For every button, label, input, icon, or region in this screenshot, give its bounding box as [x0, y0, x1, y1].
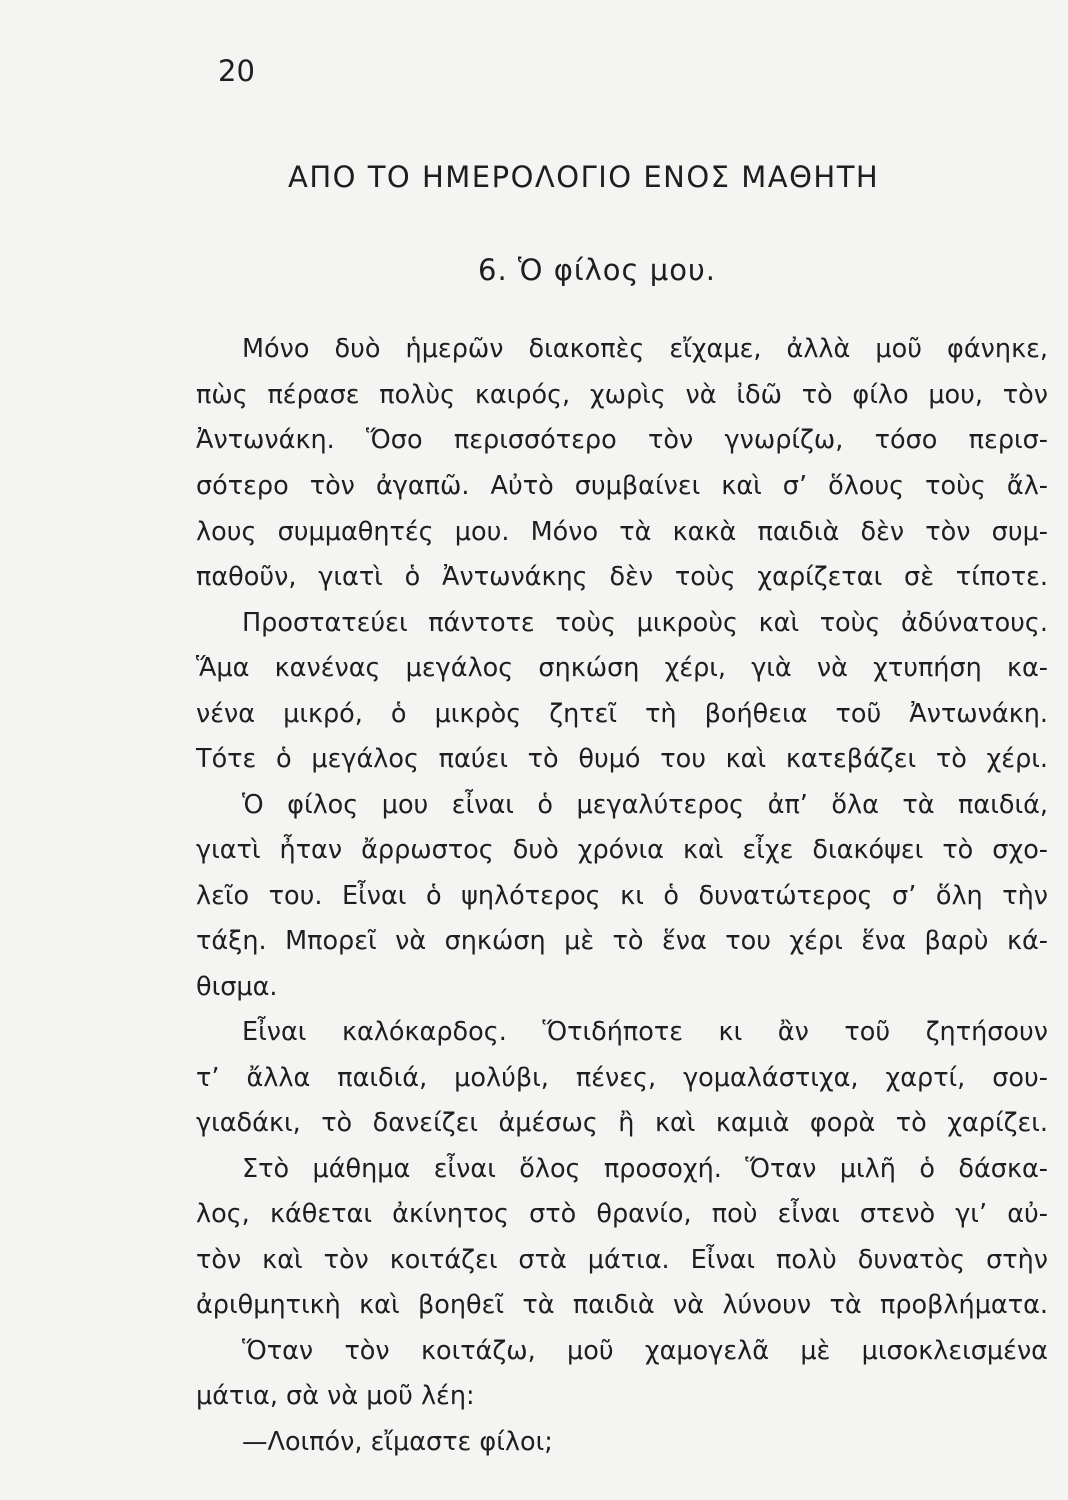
section-title: ΑΠΟ ΤΟ ΗΜΕΡΟΛΟΓΙΟ ΕΝΟΣ ΜΑΘΗΤΗ: [288, 160, 880, 194]
text-line: σότερο τὸν ἀγαπῶ. Αὐτὸ συμβαίνει καὶ σ’ ὅλους τοὺς ἄλ-: [196, 471, 1048, 501]
page-number: 20: [218, 54, 255, 88]
text-line: νένα μικρό, ὁ μικρὸς ζητεῖ τὴ βοήθεια τοῦ Ἀντωνάκη.: [196, 699, 1048, 729]
text-line: παθοῦν, γιατὶ ὁ Ἀντωνάκης δὲν τοὺς χαρίζεται σὲ τίποτε.: [196, 562, 1048, 592]
text-line: γιατὶ ἦταν ἄρρωστος δυὸ χρόνια καὶ εἶχε διακόψει τὸ σχο-: [196, 835, 1048, 865]
text-line: Ἀντωνάκη. Ὅσο περισσότερο τὸν γνωρίζω, τόσο περισ-: [196, 425, 1048, 455]
text-line: θισμα.: [196, 972, 278, 1002]
text-line: μάτια, σὰ νὰ μοῦ λέη:: [196, 1381, 475, 1411]
text-line: τὸν καὶ τὸν κοιτάζει στὰ μάτια. Εἶναι πολὺ δυνατὸς στὴν: [196, 1245, 1048, 1275]
text-line: Στὸ μάθημα εἶναι ὅλος προσοχή. Ὅταν μιλῆ ὁ δάσκα-: [242, 1154, 1048, 1184]
text-line: —Λοιπόν, εἴμαστε φίλοι;: [242, 1427, 553, 1457]
text-line: Τότε ὁ μεγάλος παύει τὸ θυμό του καὶ κατεβάζει τὸ χέρι.: [196, 744, 1048, 774]
text-line: γιαδάκι, τὸ δανείζει ἀμέσως ἢ καὶ καμιὰ φορὰ τὸ χαρίζει.: [196, 1108, 1048, 1138]
text-line: Ἅμα κανένας μεγάλος σηκώση χέρι, γιὰ νὰ χτυπήση κα-: [196, 653, 1048, 683]
chapter-title: 6. Ὁ φίλος μου.: [478, 253, 716, 287]
text-line: τ’ ἄλλα παιδιά, μολύβι, πένες, γομαλάστιχα, χαρτί, σου-: [196, 1063, 1048, 1093]
text-line: λους συμμαθητές μου. Μόνο τὰ κακὰ παιδιὰ δὲν τὸν συμ-: [196, 517, 1048, 547]
text-line: λεῖο του. Εἶναι ὁ ψηλότερος κι ὁ δυνατώτερος σ’ ὅλη τὴν: [196, 881, 1048, 911]
text-line: ἀριθμητικὴ καὶ βοηθεῖ τὰ παιδιὰ νὰ λύνουν τὰ προβλήματα.: [196, 1290, 1048, 1320]
text-line: λος, κάθεται ἀκίνητος στὸ θρανίο, ποὺ εἶναι στενὸ γι’ αὐ-: [196, 1199, 1048, 1229]
text-line: Ὁ φίλος μου εἶναι ὁ μεγαλύτερος ἀπ’ ὅλα τὰ παιδιά,: [242, 790, 1048, 820]
text-line: Μόνο δυὸ ἡμερῶν διακοπὲς εἴχαμε, ἀλλὰ μοῦ φάνηκε,: [242, 334, 1048, 364]
text-line: Εἶναι καλόκαρδος. Ὅτιδήποτε κι ἂν τοῦ ζητήσουν: [242, 1017, 1048, 1047]
text-line: τάξη. Μπορεῖ νὰ σηκώση μὲ τὸ ἕνα του χέρι ἕνα βαρὺ κά-: [196, 926, 1048, 956]
text-line: Προστατεύει πάντοτε τοὺς μικροὺς καὶ τοὺς ἀδύνατους.: [242, 608, 1048, 638]
text-line: Ὅταν τὸν κοιτάζω, μοῦ χαμογελᾶ μὲ μισοκλεισμένα: [242, 1336, 1048, 1366]
text-line: πὼς πέρασε πολὺς καιρός, χωρὶς νὰ ἰδῶ τὸ φίλο μου, τὸν: [196, 380, 1048, 410]
